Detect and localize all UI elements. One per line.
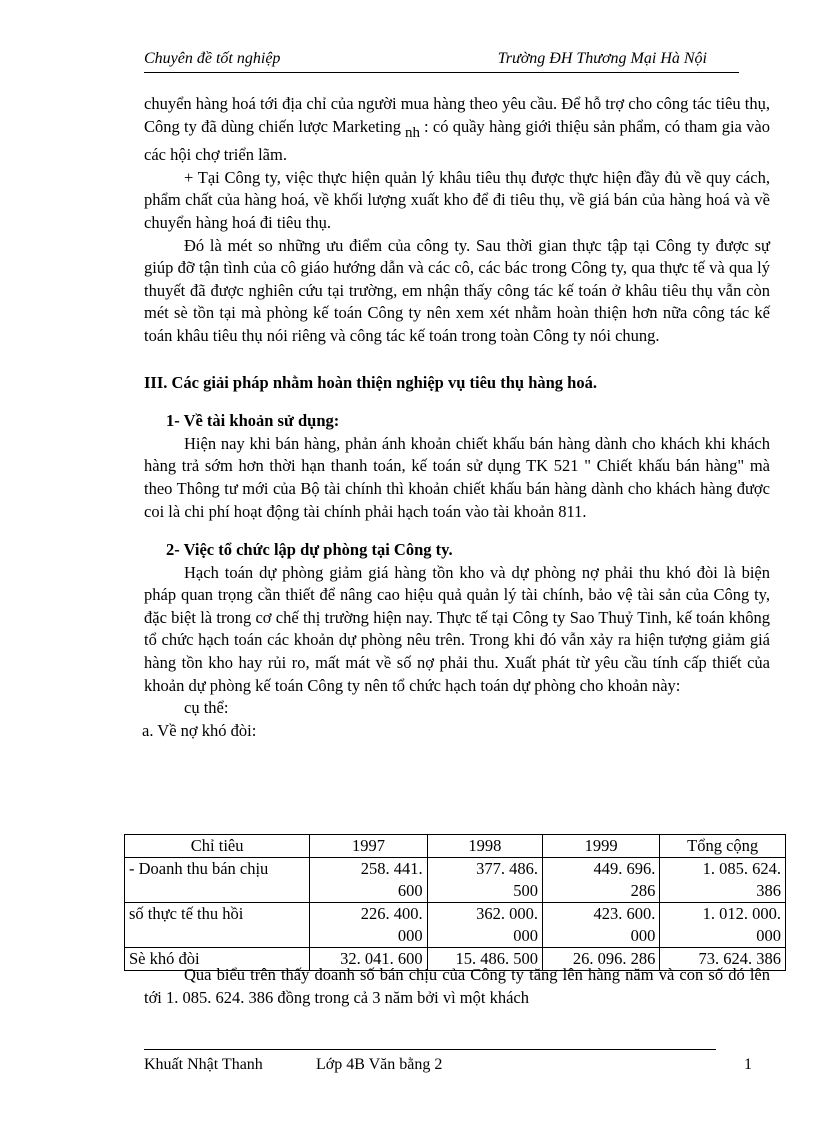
table-header-cell: 1997: [310, 835, 427, 858]
table-cell: 449. 696. 286: [542, 858, 659, 903]
page-number: 1: [744, 1056, 752, 1073]
document-body: [144, 93, 770, 742]
table-header-cell: Tổng cộng: [660, 835, 786, 858]
marketing-subscript: nh: [404, 124, 420, 141]
table-cell: 226. 400. 000: [310, 903, 427, 948]
row-label: số thực tế thu hồi: [125, 903, 310, 948]
paragraph-6: Qua biểu trên thấy doanh số bán chịu của Công ty tăng lên hàng năm và con số đó lên tới 1. 085. 624. 386 đồng trong cả 3 năm bởi vì một khách: [144, 965, 770, 1007]
page-header: [144, 48, 739, 73]
section-3-heading: III. Các giải pháp nhằm hoàn thiện nghiệp vụ tiêu thụ hàng hoá.: [144, 372, 597, 392]
footer-divider: [144, 1049, 716, 1050]
table-cell: 15. 486. 500: [427, 948, 542, 971]
table-header-row: [125, 835, 786, 858]
table-cell: 32. 041. 600: [310, 948, 427, 971]
paragraph-4: Hiện nay khi bán hàng, phản ánh khoản chiết khấu bán hàng dành cho khách khi khách hàng trả sớm hơn thời hạn thanh toán, kế toán sử dụng TK 521 " Chiết khấu bán hàng" mà theo Thông tư mới của Bộ tài chính thì khoản chiết khấu bán hàng dành cho khách hàng được coi là chi phí hoạt động tài chính phải hạch toán vào tài khoản 811.: [144, 433, 770, 521]
table-cell: 73. 624. 386: [660, 948, 786, 971]
table-header-cell: 1999: [542, 835, 659, 858]
footer-author: Khuất Nhật Thanh: [144, 1056, 263, 1073]
table-cell: 26. 096. 286: [542, 948, 659, 971]
subsection-2-heading: 2- Việc tổ chức lập dự phòng tại Công ty.: [166, 540, 453, 560]
table-row: [125, 903, 786, 948]
paragraph-5: Hạch toán dự phòng giảm giá hàng tồn kho và dự phòng nợ phải thu khó đòi là biện pháp quan trọng cần thiết để nâng cao hiệu quả quản lý tài chính, bảo vệ tài sản của Công ty, đặc biệt là trong cơ chế thị trường hiện nay. Thực tế tại Công ty Sao Thuỷ Tinh, kế toán không tổ chức hạch toán các khoản dự phòng nêu trên. Trong khi đó vẫn xảy ra hiện tượng giảm giá hàng tồn kho hay rủi ro, mất mát về số nợ phải thu. Xuất phát từ yêu cầu tính cấp thiết của khoản dự phòng kế toán Công ty nên tổ chức hạch toán dự phòng cho khoản này:: [144, 562, 770, 695]
paragraph-3: Đó là mét so những ưu điểm của công ty. Sau thời gian thực tập tại Công ty được sự giúp đỡ tận tình của cô giáo hướng dẫn và các cô, các bác trong Công ty, qua thực tế và qua lý thuyết đã được nghiên cứu tại trường, em nhận thấy công tác kế toán ở khâu tiêu thụ vẫn còn mét sè tồn tại mà phòng kế toán Công ty nên xem xét nhằm hoàn thiện hơn nữa công tác kế toán khâu tiêu thụ nói riêng và công tác kế toán trong toàn Công ty nói chung.: [144, 235, 770, 345]
table-cell: 362. 000. 000: [427, 903, 542, 948]
closing-text: [144, 964, 770, 1009]
table-cell: 377. 486. 500: [427, 858, 542, 903]
subsection-1-heading: 1- Về tài khoản sử dụng:: [166, 411, 340, 431]
header-right-title: Trường ĐH Thương Mại Hà Nội: [497, 50, 707, 67]
table-cell: 423. 600. 000: [542, 903, 659, 948]
table-cell: 1. 085. 624. 386: [660, 858, 786, 903]
table-cell: 1. 012. 000. 000: [660, 903, 786, 948]
table-header-cell: Chỉ tiêu: [125, 835, 310, 858]
header-left-title: Chuyên đề tốt nghiệp: [144, 50, 281, 67]
table-header-cell: 1998: [427, 835, 542, 858]
paragraph-1: chuyển hàng hoá tới địa chỉ của người mua hàng theo yêu cầu. Để hỗ trợ cho công tác tiêu thụ, Công ty đã dùng chiến lược Marketing nh : có quầy hàng giới thiệu sản phẩm, có tham gia vào các hội chợ triển lãm.: [144, 94, 771, 165]
row-label: Sè khó đòi: [125, 948, 310, 971]
table-cell: 258. 441. 600: [310, 858, 427, 903]
table-row: [125, 858, 786, 903]
bad-debt-table: [124, 834, 786, 971]
subsection-a-heading: a. Về nợ khó đòi:: [142, 720, 257, 740]
footer-class: Lớp 4B Văn bằng 2: [316, 1056, 443, 1073]
row-label: - Doanh thu bán chịu: [125, 858, 310, 903]
paragraph-5-tail: cụ thể:: [184, 698, 229, 718]
paragraph-2: + Tại Công ty, việc thực hiện quản lý khâu tiêu thụ được thực hiện đầy đủ về quy cách, phẩm chất của hàng hoá, về khối lượng xuất kho để đi tiêu thụ, về giá bán của hàng hoá và về chuyển hàng hoá đi tiêu thụ.: [144, 167, 770, 232]
